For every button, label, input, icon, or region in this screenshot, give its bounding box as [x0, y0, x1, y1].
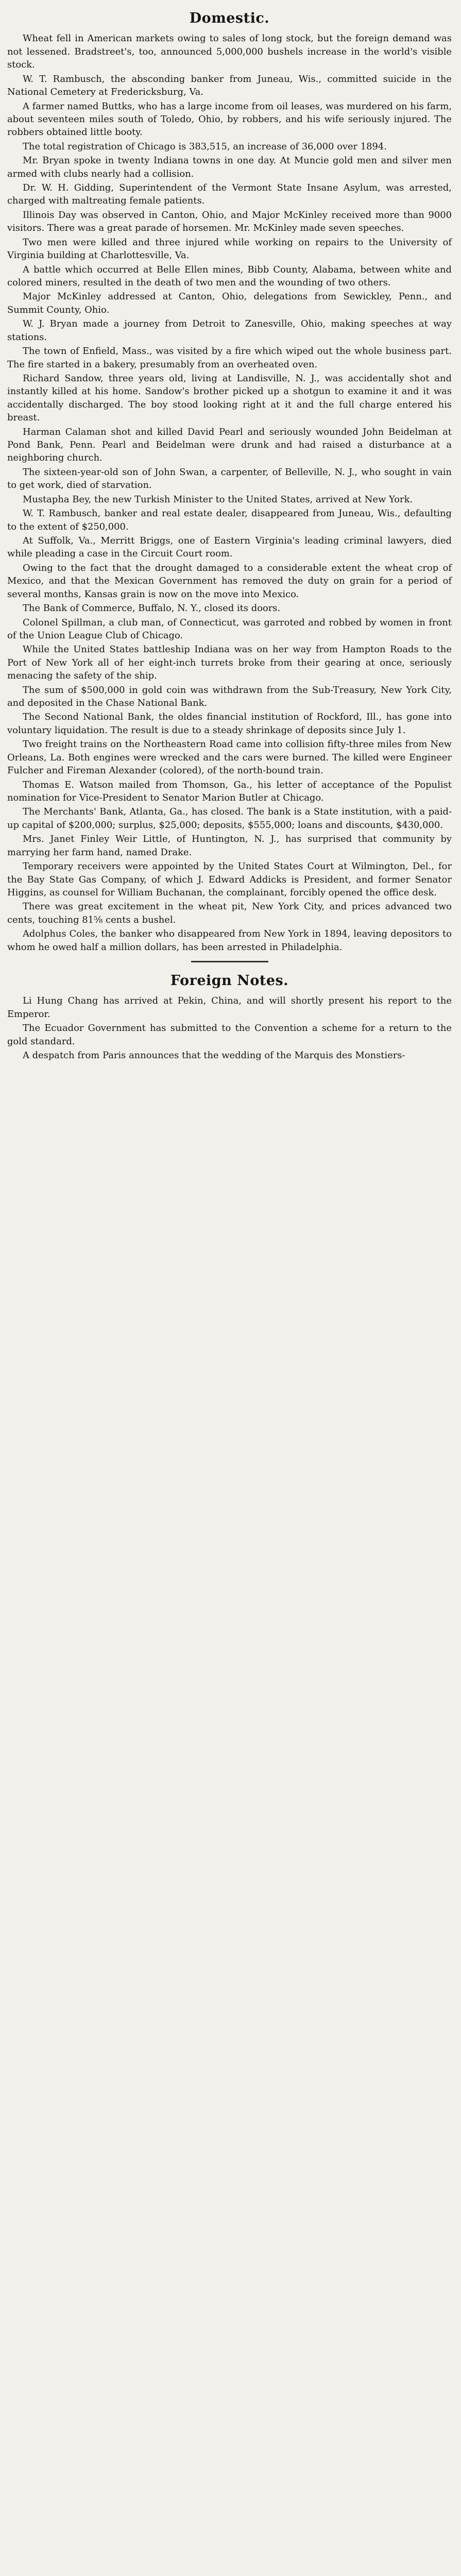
news-item: Mrs. Janet Finley Weir Little, of Huntington, N. J., has surprised that community by marrying her farm hand, named Drake. — [7, 834, 452, 858]
news-item: W. J. Bryan made a journey from Detroit to Zanesville, Ohio, making speeches at way stations. — [7, 318, 452, 343]
news-item: Mustapha Bey, the new Turkish Minister to the United States, arrived at New York. — [23, 494, 413, 505]
domestic-items — [7, 32, 452, 954]
news-item: Mr. Bryan spoke in twenty Indiana towns in one day. At Muncie gold men and silver men armed with clubs nearly had a collision. — [7, 155, 452, 179]
news-item: Dr. W. H. Gidding, Superintendent of the Vermont State Insane Asylum, was arrested, charged with maltreating female patients. — [7, 182, 452, 207]
news-item: The Second National Bank, the oldes financial institution of Rockford, Ill., has gone into voluntary liquidation. The result is due to a steady shrinkage of deposits since July 1. — [7, 711, 452, 736]
news-item: Illinois Day was observed in Canton, Ohio, and Major McKinley received more than 9000 visitors. There was a great parade of horsemen. Mr. McKinley made seven speeches. — [7, 209, 452, 234]
section-divider — [191, 961, 268, 962]
news-item: Two freight trains on the Northeastern Road came into collision fifty-three miles from New Orleans, La. Both engines were wrecked and the cars were burned. The killed were Engineer Fulcher and Fireman Alexander (colored), of the north-bound train. — [7, 739, 452, 776]
news-item: Richard Sandow, three years old, living at Landisville, N. J., was accidentally shot and instantly killed at his home. Sandow's brother picked up a shotgun to examine it and it was accidentally discharged. The boy stood looking right at it and the full charge entered his breast. — [7, 372, 452, 423]
news-item: The town of Enfield, Mass., was visited by a fire which wiped out the whole business part. The fire started in a bakery, presumably from an overheated oven. — [7, 346, 452, 370]
news-item: The total registration of Chicago is 383,515, an increase of 36,000 over 1894. — [23, 141, 387, 152]
domestic-heading: Domestic. — [189, 10, 270, 26]
news-item: At Suffolk, Va., Merritt Briggs, one of Eastern Virginia's leading criminal lawyers, died while pleading a case in the Circuit Court room. — [7, 535, 452, 560]
news-item: A battle which occurred at Belle Ellen mines, Bibb County, Alabama, between white and colored miners, resulted in the death of two men and the wounding of two others. — [7, 264, 452, 288]
news-item: The sixteen-year-old son of John Swan, a carpenter, of Belleville, N. J., who sought in vain to get work, died of starvation. — [7, 466, 452, 491]
foreign-news-item: A despatch from Paris announces that the wedding of the Marquis des Monstiers- — [23, 1050, 405, 1061]
news-item: A farmer named Buttks, who has a large income from oil leases, was murdered on his farm, about seventeen miles south of Toledo, Ohio, by robbers, and his wife seriously injured. The robbers obtained little booty. — [7, 100, 452, 138]
news-item: There was great excitement in the wheat pit, New York City, and prices advanced two cents, touching 81⅝ cents a bushel. — [7, 901, 452, 925]
foreign-news-item: The Ecuador Government has submitted to the Convention a scheme for a return to the gold standard. — [7, 1023, 452, 1047]
news-item: The Merchants' Bank, Atlanta, Ga., has closed. The bank is a State institution, with a paid-up capital of $200,000; surplus, $25,000; deposits, $555,000; loans and discounts, $430,000. — [7, 806, 452, 831]
foreign-heading: Foreign Notes. — [170, 973, 289, 989]
foreign-items — [7, 994, 452, 1062]
news-item: Colonel Spillman, a club man, of Connecticut, was garroted and robbed by women in front of the Union League Club of Chicago. — [7, 617, 452, 641]
domestic-section — [7, 10, 452, 954]
news-item: Thomas E. Watson mailed from Thomson, Ga., his letter of acceptance of the Populist nomination for Vice-President to Senator Marion Butler at Chicago. — [7, 779, 452, 804]
foreign-section — [7, 973, 452, 1062]
news-item: W. T. Rambusch, banker and real estate dealer, disappeared from Juneau, Wis., defaulting to the extent of $250,000. — [7, 508, 452, 532]
news-item: Temporary receivers were appointed by the United States Court at Wilmington, Del., for the Bay State Gas Company, of which J. Edward Addicks is President, and former Senator Higgins, as counsel for William Buchanan, the complainant, forcibly opened the office desk. — [7, 861, 452, 898]
news-item: Two men were killed and three injured while working on repairs to the University of Virginia building at Charlottesville, Va. — [7, 236, 452, 261]
news-item: Adolphus Coles, the banker who disappeared from New York in 1894, leaving depositors to whom he owed half a million dollars, has been arrested in Philadelphia. — [7, 928, 452, 953]
news-item: Harman Calaman shot and killed David Pearl and seriously wounded John Beidelman at Pond Bank, Penn. Pearl and Beidelman were drunk and had raised a disturbance at a neighboring church. — [7, 426, 452, 464]
news-item: W. T. Rambusch, the absconding banker from Juneau, Wis., committed suicide in the National Cemetery at Fredericksburg, Va. — [7, 73, 452, 98]
foreign-news-item: Li Hung Chang has arrived at Pekin, China, and will shortly present his report to the Emperor. — [7, 995, 452, 1020]
news-item: The Bank of Commerce, Buffalo, N. Y., closed its doors. — [23, 603, 281, 614]
news-item: While the United States battleship Indiana was on her way from Hampton Roads to the Port of New York all of her eight-inch turrets broke from their gearing at once, seriously menacing the safety of the ship. — [7, 644, 452, 682]
news-item: Wheat fell in American markets owing to sales of long stock, but the foreign demand was not lessened. Bradstreet's, too, announced 5,000,000 bushels increase in the world's visible stock. — [7, 33, 452, 71]
news-item: The sum of $500,000 in gold coin was withdrawn from the Sub-Treasury, New York City, and deposited in the Chase National Bank. — [7, 684, 452, 709]
news-item: Owing to the fact that the drought damaged to a considerable extent the wheat crop of Mexico, and that the Mexican Government has removed the duty on grain for a period of several months, Kansas grain is now on the move into Mexico. — [7, 562, 452, 600]
news-item: Major McKinley addressed at Canton, Ohio, delegations from Sewickley, Penn., and Summit County, Ohio. — [7, 291, 452, 315]
